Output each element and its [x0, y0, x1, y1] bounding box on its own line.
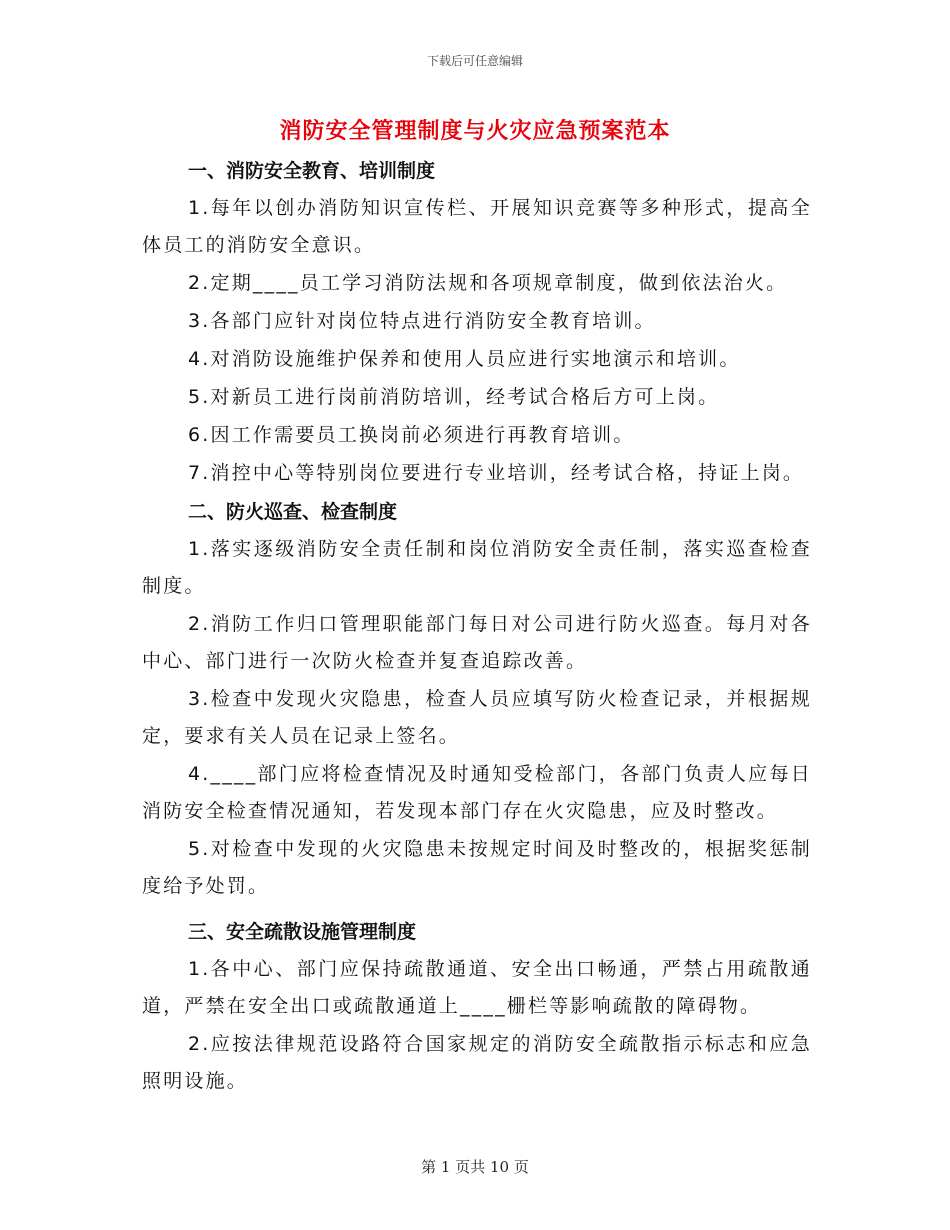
paragraph: 4.____部门应将检查情况及时通知受检部门，各部门负责人应每日消防安全检查情况通知，若发现本部门存在火灾隐患，应及时整改。: [142, 763, 812, 822]
section-heading: 三、安全疏散设施管理制度: [188, 921, 417, 943]
paragraph: 5.对检查中发现的火灾隐患未按规定时间及时整改的，根据奖惩制度给予处罚。: [142, 838, 812, 897]
section-heading: 一、消防安全教育、培训制度: [188, 160, 436, 182]
document-title: 消防安全管理制度与火灾应急预案范本: [279, 119, 671, 144]
paragraph: 3.检查中发现火灾隐患，检查人员应填写防火检查记录，并根据规定，要求有关人员在记录上签名。: [142, 688, 812, 747]
paragraph: 7.消控中心等特别岗位要进行专业培训，经考试合格，持证上岗。: [188, 462, 805, 484]
document-body: [142, 152, 812, 1101]
paragraph: 2.应按法律规范设路符合国家规定的消防安全疏散指示标志和应急照明设施。: [142, 1033, 812, 1092]
paragraph: 2.消防工作归口管理职能部门每日对公司进行防火巡查。每月对各中心、部门进行一次防火检查并复查追踪改善。: [142, 613, 812, 672]
paragraph: 1.各中心、部门应保持疏散通道、安全出口畅通，严禁占用疏散通道，严禁在安全出口或疏散通道上____栅栏等影响疏散的障碍物。: [142, 958, 812, 1017]
paragraph: 3.各部门应针对岗位特点进行消防安全教育培训。: [188, 310, 656, 332]
section-3: [142, 913, 812, 1100]
section-heading: 二、防火巡查、检查制度: [188, 501, 398, 523]
section-2: [142, 493, 812, 905]
section-1: [142, 152, 812, 492]
paragraph: 4.对消防设施维护保养和使用人员应进行实地演示和培训。: [188, 348, 741, 370]
paragraph: 6.因工作需要员工换岗前必须进行再教育培训。: [188, 424, 635, 446]
page-footer: 第 1 页共 10 页: [421, 1158, 529, 1176]
paragraph: 1.每年以创办消防知识宣传栏、开展知识竞赛等多种形式，提高全体员工的消防安全意识。: [142, 197, 812, 256]
paragraph: 1.落实逐级消防安全责任制和岗位消防安全责任制，落实巡查检查制度。: [142, 538, 812, 597]
page-header: 下载后可任意编辑: [426, 54, 523, 68]
paragraph: 2.定期____员工学习消防法规和各项规章制度，做到依法治火。: [188, 272, 788, 294]
paragraph: 5.对新员工进行岗前消防培训，经考试合格后方可上岗。: [188, 386, 720, 408]
